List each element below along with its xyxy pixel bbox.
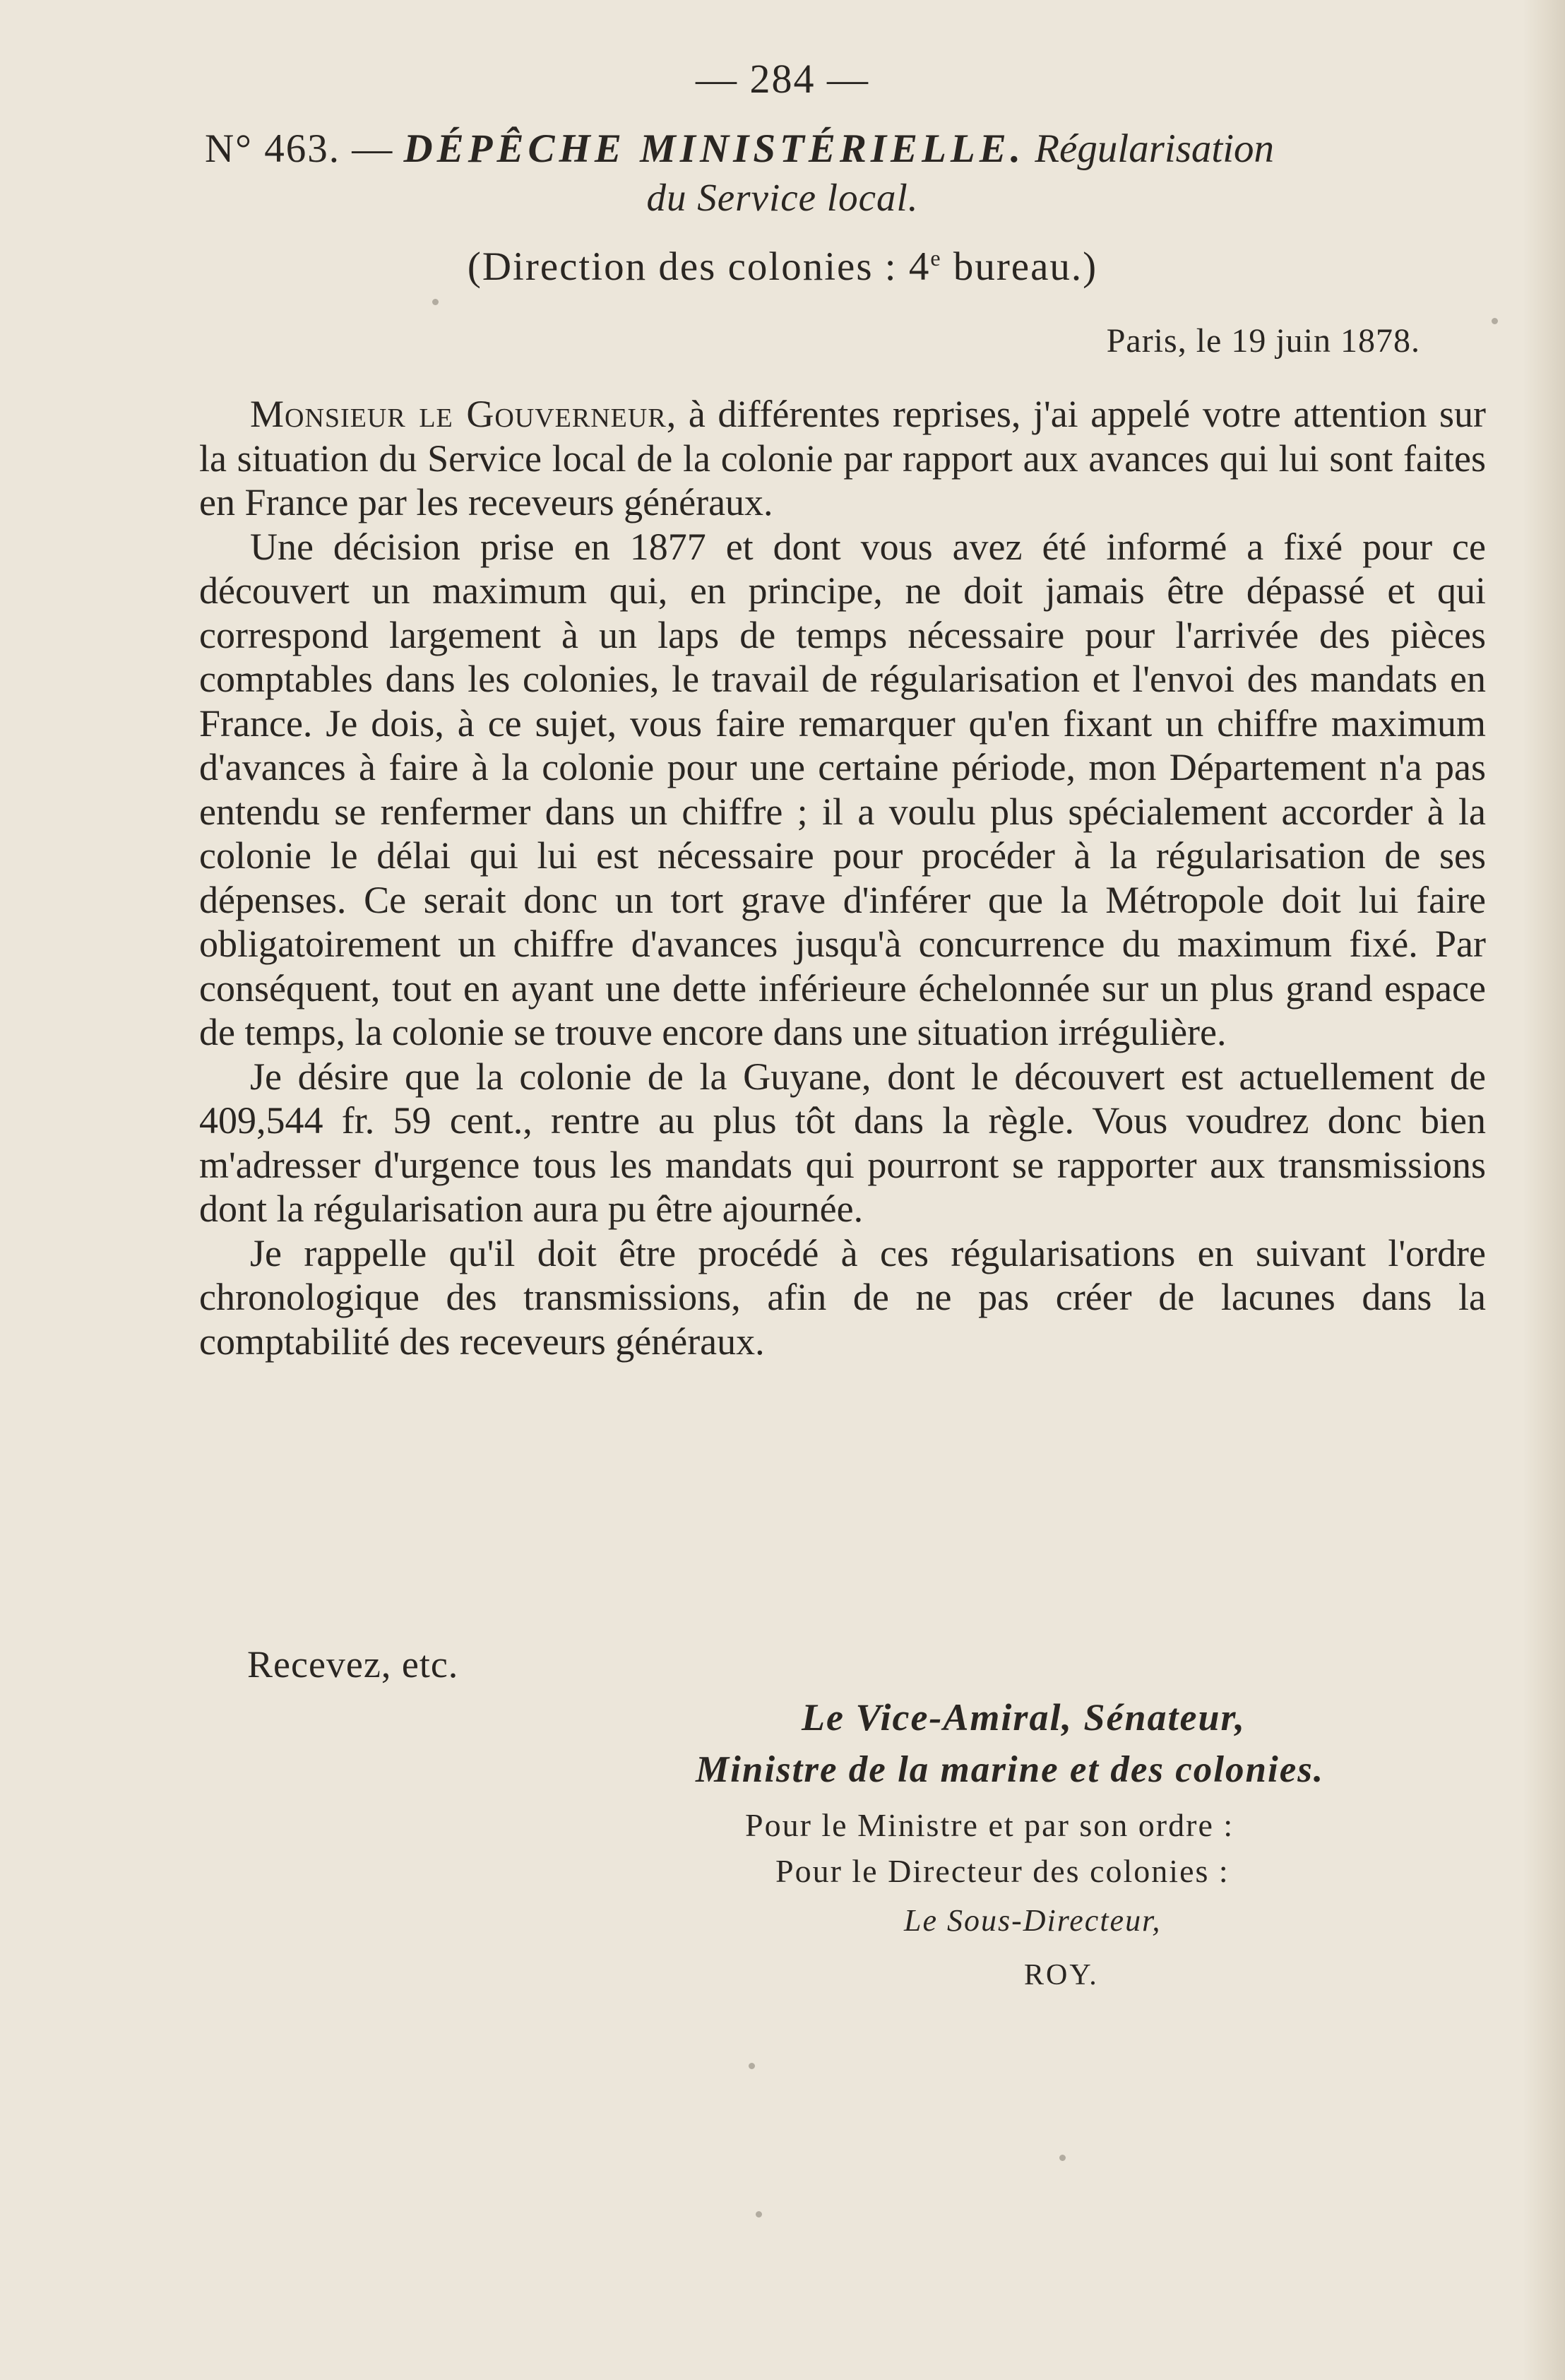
- paragraph: Je désire que la colonie de la Guyane, dont le découvert est actuellement de 409,544 fr. 59 cent., rentre au plus tôt dans la règle. Vous voudrez donc bien m'adresser d'urgence tous les mandats qui pourront se rapporter aux transmissions dont la régularisation aura pu être ajournée.: [199, 1055, 1486, 1230]
- paragraph: [199, 392, 1486, 525]
- document-number: N° 463. —: [205, 126, 394, 171]
- closing-formula: Recevez, etc.: [247, 1643, 459, 1686]
- direction-main: (Direction des colonies : 4: [467, 244, 931, 289]
- direction-end: bureau.): [941, 244, 1098, 289]
- signature-name: ROY.: [1024, 1959, 1099, 1991]
- dateline: Paris, le 19 juin 1878.: [1106, 322, 1420, 360]
- signature-line-director: Pour le Directeur des colonies :: [775, 1853, 1230, 1889]
- document-heading: [205, 126, 1490, 172]
- document-title: DÉPÊCHE MINISTÉRIELLE.: [403, 126, 1025, 171]
- page-edge-shadow: [1523, 0, 1565, 2380]
- paragraph: Une décision prise en 1877 et dont vous avez été informé a fixé pour ce découvert un maximum qui, en principe, ne doit jamais être dépassé et qui correspond largement à un laps de temps nécessaire pour l'arrivée des pièces comptables dans les colonies, le travail de régularisation et l'envoi des mandats en France. Je dois, à ce sujet, vous faire remarquer qu'en fixant un chiffre maximum d'avances à faire à la colonie pour une certaine période, mon Département n'a pas entendu se renfermer dans un chiffre ; il a voulu plus spécialement accorder à la colonie le délai qui lui est nécessaire pour procéder à la régularisation de ses dépenses. Ce serait donc un tort grave d'inférer que la Métropole doit lui faire obligatoirement un chiffre d'avances jusqu'à concurrence du maximum fixé. Par conséquent, tout en ayant une dette inférieure échelonnée sur un plus grand espace de temps, la colonie se trouve encore dans une situation irrégulière.: [199, 525, 1486, 1053]
- signature-line-order: Pour le Ministre et par son ordre :: [745, 1807, 1234, 1843]
- paragraph: Je rappelle qu'il doit être procédé à ces régularisations en suivant l'ordre chronologique des transmissions, afin de ne pas créer de lacunes dans la comptabilité des receveurs généraux.: [199, 1231, 1486, 1363]
- document-subtitle-end: du Service local.: [646, 176, 919, 219]
- paragraph-text: , à différentes reprises, j'ai appelé votre attention sur la situation du Service local de la colonie par rapport aux avances qui lui sont faites en France par les receveurs généraux.: [199, 393, 1486, 523]
- ink-speck: [1492, 318, 1498, 324]
- signature-line-subdirector: Le Sous-Directeur,: [904, 1903, 1162, 1938]
- signature-line-ministry: Ministre de la marine et des colonies.: [696, 1749, 1325, 1790]
- direction-superscript: e: [930, 245, 942, 271]
- page-number: — 284 —: [696, 56, 869, 102]
- direction-line: [0, 244, 1565, 290]
- salutation: Monsieur le Gouverneur: [250, 393, 667, 435]
- document-subtitle-start: Régularisation: [1035, 126, 1275, 171]
- ink-speck: [756, 2211, 762, 2218]
- signature-line-rank: Le Vice-Amiral, Sénateur,: [802, 1696, 1246, 1739]
- ink-speck: [749, 2063, 755, 2069]
- ink-speck: [1059, 2155, 1066, 2161]
- ink-speck: [432, 299, 439, 305]
- letter-body: [199, 392, 1486, 1363]
